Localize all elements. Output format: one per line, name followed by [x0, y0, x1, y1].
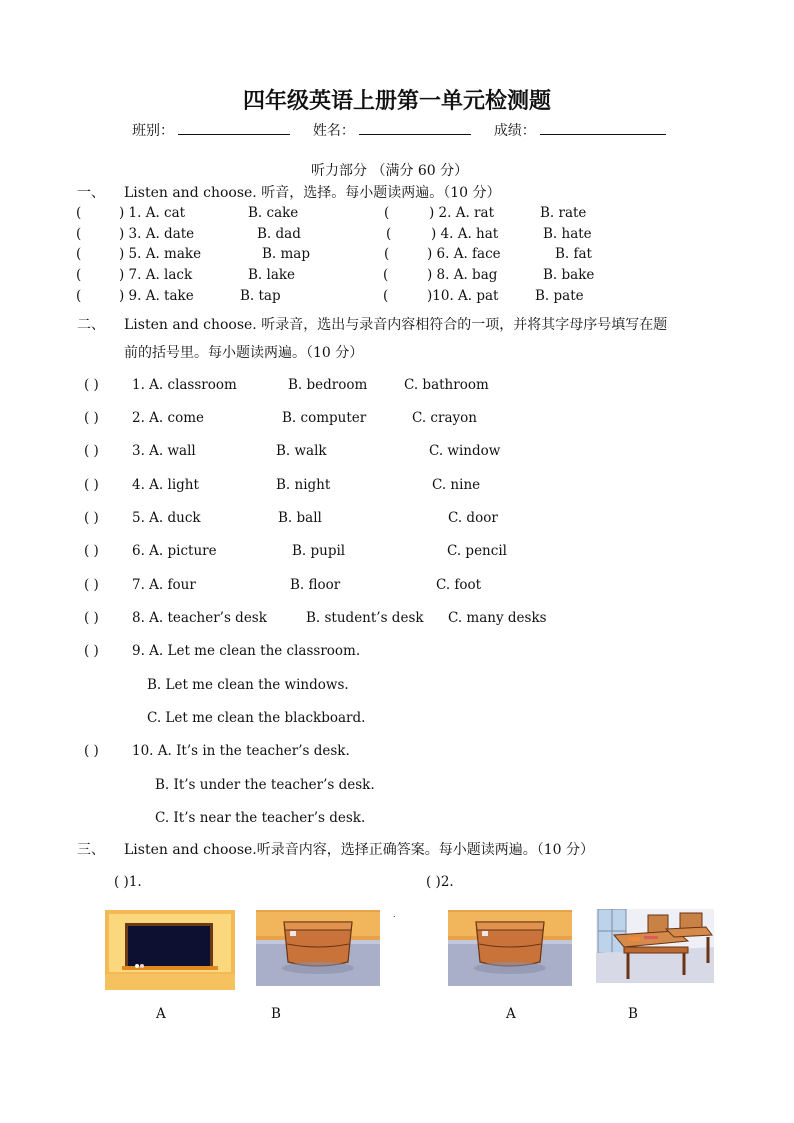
- question-option-a: ) 6. A. face: [427, 246, 501, 262]
- question-option-a: ) 7. A. lack: [119, 267, 193, 283]
- option-b: B. It’s under the teacher’s desk.: [155, 777, 375, 793]
- option-c: C. many desks: [448, 610, 547, 626]
- section2-instruction-line2: 前的括号里。每小题读两遍。（10 分）: [124, 345, 364, 361]
- answer-bracket[interactable]: ( ): [84, 577, 99, 593]
- option-a: 4. A. light: [132, 477, 199, 493]
- answer-bracket[interactable]: ( ): [84, 410, 99, 426]
- question-option-a: ) 5. A. make: [119, 246, 202, 262]
- answer-bracket[interactable]: (: [76, 226, 82, 242]
- section2-number: 二、: [77, 317, 105, 333]
- option-c: C. bathroom: [404, 377, 489, 393]
- option-b: B. student’s desk: [306, 610, 424, 626]
- name-label: 姓名：: [312, 123, 355, 139]
- question-option-a: ) 1. A. cat: [119, 205, 186, 221]
- option-b: B. pupil: [292, 543, 346, 559]
- answer-bracket[interactable]: (: [76, 205, 82, 221]
- answer-bracket[interactable]: ( ): [84, 610, 99, 626]
- score-blank[interactable]: [540, 120, 666, 135]
- answer-bracket[interactable]: (: [76, 288, 82, 304]
- question-option-a: ) 9. A. take: [119, 288, 194, 304]
- section3-number: 三、: [77, 842, 105, 858]
- answer-bracket[interactable]: ( ): [84, 477, 99, 493]
- picture-label-b: B: [271, 1006, 281, 1022]
- answer-bracket[interactable]: ( ): [84, 510, 99, 526]
- option-c: C. window: [429, 443, 501, 459]
- answer-bracket[interactable]: (: [384, 246, 390, 262]
- option-c: C. nine: [432, 477, 481, 493]
- question-option-b: B. cake: [248, 205, 299, 221]
- page-title: 四年级英语上册第一单元检测题: [242, 89, 551, 114]
- option-b: B. Let me clean the windows.: [147, 677, 349, 693]
- answer-bracket[interactable]: ( ): [84, 743, 99, 759]
- answer-bracket[interactable]: ( ): [84, 643, 99, 659]
- info-line: [132, 120, 666, 140]
- question-option-b: B. lake: [248, 267, 296, 283]
- name-blank[interactable]: [359, 120, 471, 135]
- section3-instruction: Listen and choose.听录音内容，选择正确答案。每小题读两遍。（10 分）: [124, 842, 595, 858]
- question-option-b: B. hate: [543, 226, 592, 242]
- option-b: B. bedroom: [288, 377, 368, 393]
- option-a: 5. A. duck: [132, 510, 201, 526]
- question-option-a: )10. A. pat: [427, 288, 499, 304]
- picture-label-a: A: [156, 1006, 166, 1022]
- picture-label-a: A: [506, 1006, 516, 1022]
- teacher-desk-picture[interactable]: [256, 910, 380, 986]
- blackboard-picture[interactable]: [105, 910, 235, 990]
- answer-bracket[interactable]: ( ): [84, 543, 99, 559]
- section3-question-1[interactable]: ( )1.: [114, 874, 142, 890]
- question-option-a: ) 8. A. bag: [427, 267, 498, 283]
- option-a: 1. A. classroom: [132, 377, 237, 393]
- option-a: 2. A. come: [132, 410, 204, 426]
- option-c: C. Let me clean the blackboard.: [147, 710, 366, 726]
- answer-bracket[interactable]: (: [386, 226, 392, 242]
- answer-bracket[interactable]: (: [383, 267, 389, 283]
- option-a: 10. A. It’s in the teacher’s desk.: [132, 743, 350, 759]
- listening-subtitle: 听力部分 （满分 60 分）: [311, 163, 469, 179]
- option-c: C. It’s near the teacher’s desk.: [155, 810, 366, 826]
- section1-number: 一、: [77, 185, 105, 201]
- class-label: 班别：: [132, 123, 174, 139]
- question-option-a: ) 4. A. hat: [431, 226, 499, 242]
- option-a: 8. A. teacher’s desk: [132, 610, 267, 626]
- option-c: C. door: [448, 510, 498, 526]
- answer-bracket[interactable]: (: [384, 205, 390, 221]
- option-b: B. night: [276, 477, 331, 493]
- answer-bracket[interactable]: ( ): [84, 377, 99, 393]
- answer-bracket[interactable]: (: [76, 267, 82, 283]
- question-option-b: B. fat: [555, 246, 592, 262]
- question-option-b: B. bake: [543, 267, 595, 283]
- class-blank[interactable]: [178, 120, 290, 135]
- question-option-b: B. tap: [240, 288, 281, 304]
- question-option-a: ) 2. A. rat: [429, 205, 494, 221]
- section1-instruction: Listen and choose. 听音，选择。每小题读两遍。（10 分）: [124, 185, 501, 201]
- option-b: B. floor: [290, 577, 341, 593]
- answer-bracket[interactable]: (: [76, 246, 82, 262]
- question-option-b: B. map: [262, 246, 310, 262]
- option-b: B. ball: [278, 510, 322, 526]
- section3-question-2[interactable]: ( )2.: [426, 874, 454, 890]
- answer-bracket[interactable]: ( ): [84, 443, 99, 459]
- question-option-b: B. dad: [257, 226, 301, 242]
- answer-bracket[interactable]: (: [383, 288, 389, 304]
- option-a: 3. A. wall: [132, 443, 196, 459]
- score-label: 成绩：: [493, 123, 536, 139]
- picture-label-b: B: [628, 1006, 638, 1022]
- student-desks-picture[interactable]: [596, 909, 714, 983]
- question-option-a: ) 3. A. date: [119, 226, 195, 242]
- teacher-desk-picture[interactable]: [448, 910, 572, 986]
- question-option-b: B. rate: [540, 205, 587, 221]
- option-b: B. computer: [282, 410, 367, 426]
- question-option-b: B. pate: [535, 288, 584, 304]
- stray-dot: .: [393, 910, 396, 919]
- option-c: C. crayon: [412, 410, 477, 426]
- section2-instruction-line1: Listen and choose. 听录音，选出与录音内容相符合的一项，并将其字母序号填写在题: [124, 317, 668, 333]
- option-a: 7. A. four: [132, 577, 196, 593]
- option-c: C. foot: [436, 577, 482, 593]
- option-a: 6. A. picture: [132, 543, 217, 559]
- option-c: C. pencil: [447, 543, 507, 559]
- option-b: B. walk: [276, 443, 327, 459]
- option-a: 9. A. Let me clean the classroom.: [132, 643, 361, 659]
